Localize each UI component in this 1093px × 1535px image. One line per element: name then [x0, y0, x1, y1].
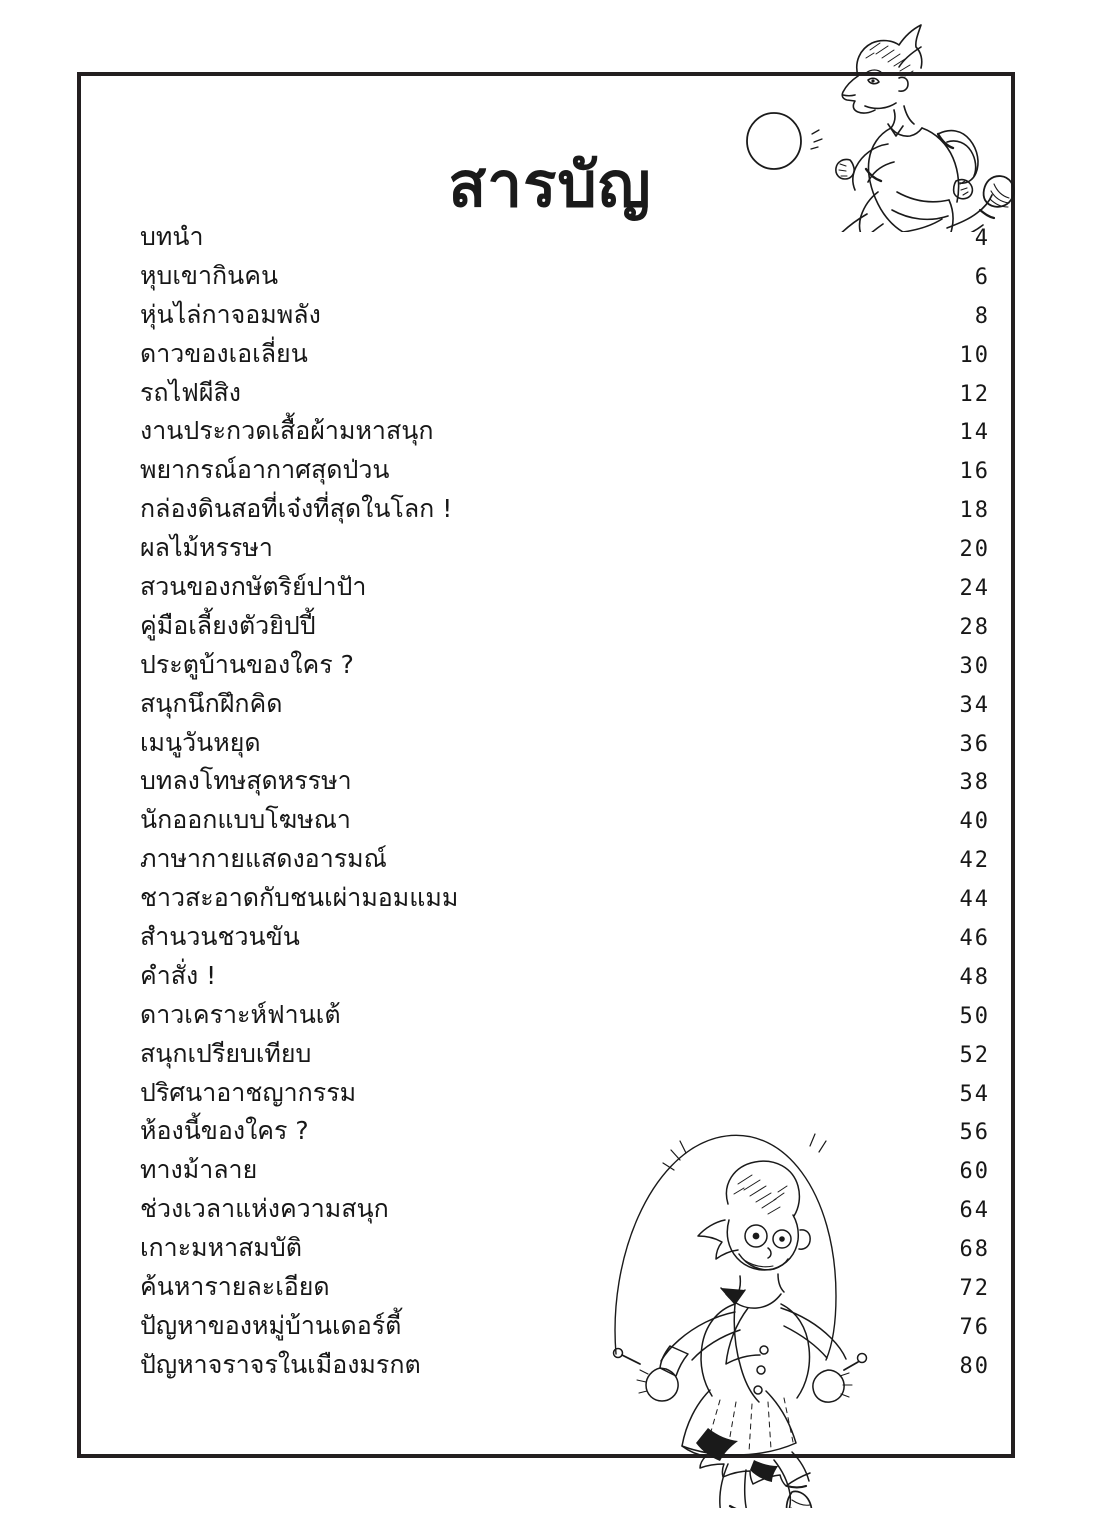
toc-entry-label: คู่มือเลี้ยงตัวยิปปี้ — [140, 610, 316, 640]
toc-entry-label: สวนของกษัตริย์ปาปัา — [140, 572, 367, 602]
toc-entry-row[interactable] — [140, 338, 990, 380]
toc-entry-page-number: 18 — [959, 498, 990, 524]
toc-entry-page-number: 60 — [959, 1159, 990, 1185]
toc-entry-label: พยากรณ์อากาศสุดป่วน — [140, 455, 390, 485]
toc-entry-label: บทนำ — [140, 222, 204, 251]
toc-entry-page-number: 12 — [959, 381, 990, 407]
toc-entry-page-number: 68 — [959, 1237, 990, 1263]
toc-entry-page-number: 34 — [959, 692, 990, 718]
toc-entry-row[interactable] — [140, 885, 990, 924]
toc-entry-label: ผลไม้หรรษา — [140, 533, 273, 563]
toc-entry-page-number: 24 — [959, 576, 990, 602]
toc-entry-page-number: 10 — [959, 342, 990, 368]
toc-entry-row[interactable] — [140, 574, 990, 613]
toc-entry-page-number: 46 — [959, 926, 990, 952]
toc-entry-label: สำนวนชวนขัน — [140, 922, 300, 952]
toc-entry-label: รถไฟผีสิง — [140, 377, 241, 407]
toc-entry-label: เมนูวันหยุด — [140, 727, 261, 757]
toc-entry-page-number: 80 — [959, 1353, 990, 1379]
toc-entry-label: หุ่นไล่กาจอมพลัง — [140, 299, 321, 329]
toc-entry-label: สนุกเปรียบเทียบ — [140, 1038, 312, 1068]
toc-entry-row[interactable] — [140, 649, 990, 691]
toc-entry-page-number: 30 — [959, 653, 990, 679]
toc-entry-page-number: 54 — [959, 1081, 990, 1107]
toc-entry-label: ปัญหาจราจรในเมืองมรกต — [140, 1349, 421, 1379]
toc-entry-label: ประตูบ้านของใคร ? — [140, 649, 354, 679]
toc-entry-label: สนุกนึกฝึกคิด — [140, 688, 283, 718]
toc-entry-label: ชาวสะอาดกับชนเผ่ามอมแมม — [140, 883, 459, 913]
toc-entry-label: ภาษากายแสดงอารมณ์ — [140, 844, 387, 874]
toc-entry-page-number: 50 — [959, 1003, 990, 1029]
toc-entry-row[interactable] — [140, 960, 990, 1002]
toc-entry-row[interactable] — [140, 846, 990, 885]
toc-entry-row[interactable] — [140, 768, 990, 807]
toc-entry-label: นักออกแบบโฆษณา — [140, 805, 351, 835]
toc-entry-label: ห้องนี้ของใคร ? — [140, 1116, 309, 1146]
toc-entry-page-number: 48 — [959, 964, 990, 990]
toc-entry-label: ค้นหารายละเอียด — [140, 1272, 330, 1302]
toc-entry-page-number: 38 — [959, 770, 990, 796]
toc-entry-row[interactable] — [140, 299, 990, 341]
toc-entry-row[interactable] — [140, 1196, 990, 1235]
toc-entry-row[interactable] — [140, 688, 990, 730]
toc-entry-row[interactable] — [140, 1235, 990, 1274]
toc-entry-row[interactable] — [140, 496, 990, 535]
toc-entry-label: กล่องดินสอที่เจ๋งที่สุดในโลก ! — [140, 494, 453, 524]
page-title: สารบัญ — [448, 148, 652, 221]
toc-entry-row[interactable] — [140, 999, 990, 1041]
toc-entry-label: เกาะมหาสมบัติ — [140, 1233, 302, 1263]
toc-entry-page-number: 36 — [959, 731, 990, 757]
toc-entry-page-number: 40 — [959, 809, 990, 835]
toc-entry-label: คำสั่ง ! — [140, 960, 217, 990]
toc-entry-row[interactable] — [140, 727, 990, 769]
toc-entry-row[interactable] — [140, 224, 990, 263]
toc-entry-page-number: 6 — [974, 264, 990, 290]
toc-entry-page-number: 52 — [959, 1042, 990, 1068]
toc-entry-label: งานประกวดเสื้อผ้ามหาสนุก — [140, 416, 434, 446]
toc-entry-page-number: 44 — [959, 887, 990, 913]
toc-entry-page-number: 56 — [959, 1120, 990, 1146]
toc-entry-page-number: 64 — [959, 1198, 990, 1224]
toc-entry-page-number: 4 — [974, 226, 990, 251]
toc-entry-label: ช่วงเวลาแห่งความสนุก — [140, 1194, 389, 1224]
toc-entry-row[interactable] — [140, 924, 990, 963]
toc-entry-row[interactable] — [140, 807, 990, 846]
page-border-frame — [77, 72, 1015, 1458]
toc-entry-page-number: 42 — [959, 848, 990, 874]
toc-entry-row[interactable] — [140, 1077, 990, 1119]
toc-entry-label: บทลงโทษสุดหรรษา — [140, 766, 352, 796]
toc-entry-row[interactable] — [140, 1157, 990, 1196]
toc-entry-row[interactable] — [140, 1310, 990, 1352]
toc-entry-label: ดาวเคราะห์ฟานเต้ — [140, 999, 341, 1029]
toc-entry-page-number: 14 — [959, 420, 990, 446]
toc-entry-row[interactable] — [140, 1038, 990, 1080]
toc-entry-label: ปัญหาของหมู่บ้านเดอร์ตี้ — [140, 1310, 402, 1340]
toc-entry-page-number: 76 — [959, 1314, 990, 1340]
toc-entry-page-number: 72 — [959, 1276, 990, 1302]
toc-entry-page-number: 20 — [959, 537, 990, 563]
toc-entry-row[interactable] — [140, 377, 990, 419]
toc-entry-row[interactable] — [140, 418, 990, 457]
toc-entry-row[interactable] — [140, 457, 990, 496]
toc-entry-row[interactable] — [140, 1118, 990, 1157]
table-of-contents-list — [140, 224, 990, 1391]
toc-entry-row[interactable] — [140, 535, 990, 574]
toc-entry-label: ทางม้าลาย — [140, 1155, 258, 1185]
toc-entry-page-number: 16 — [959, 459, 990, 485]
toc-entry-row[interactable] — [140, 610, 990, 652]
toc-entry-row[interactable] — [140, 260, 990, 302]
toc-entry-label: ดาวของเอเลี่ยน — [140, 338, 308, 368]
toc-entry-page-number: 8 — [974, 303, 990, 329]
toc-entry-label: หุบเขากินคน — [140, 260, 279, 290]
toc-entry-label: ปริศนาอาชญากรรม — [140, 1077, 357, 1107]
toc-entry-row[interactable] — [140, 1349, 990, 1391]
toc-entry-row[interactable] — [140, 1274, 990, 1313]
toc-entry-page-number: 28 — [959, 614, 990, 640]
